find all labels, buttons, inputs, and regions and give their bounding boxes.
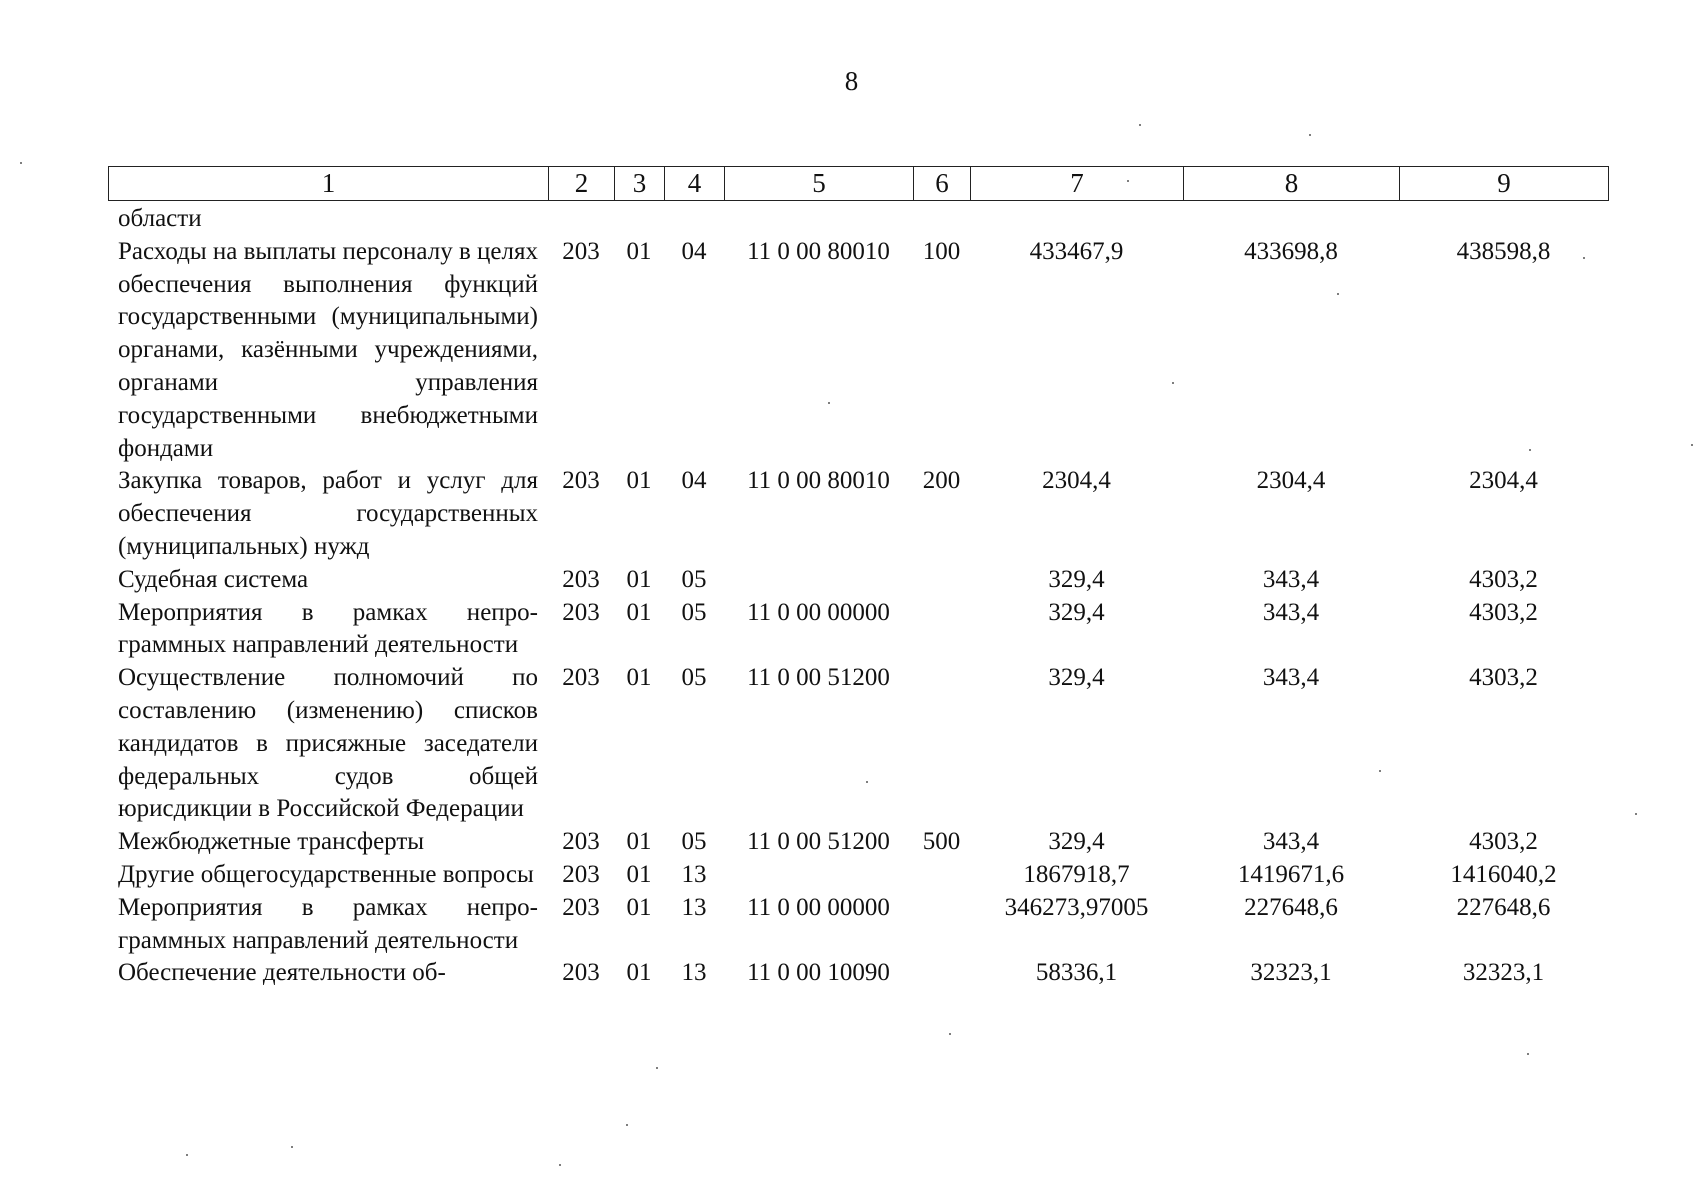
column-header-7: 7 <box>971 167 1184 201</box>
cell-code-5: 11 0 00 80010 <box>747 467 890 495</box>
cell-code-2: 203 <box>562 828 600 856</box>
cell-value-8: 343,4 <box>1262 598 1320 626</box>
cell-value-7: 58336,1 <box>1035 959 1118 987</box>
cell-code-2: 203 <box>562 598 600 626</box>
cell-code-6 <box>913 662 970 826</box>
cell-value-8 <box>1183 203 1399 236</box>
cell-code-4: 13 <box>681 893 707 921</box>
cell-code-2: 203 <box>562 565 600 593</box>
cell-name: Расходы на выплаты персоналу в целях обеспечения выполнения функций государственными (муниципальными) органами, казёнными учреждениями, органами управления государственными внебюджетными фондами <box>118 237 538 462</box>
cell-code-2: 203 <box>562 893 600 921</box>
cell-name: Мероприятия в рамках непрограммных направлений деятельности <box>118 598 538 659</box>
column-header-1: 1 <box>109 167 549 201</box>
cell-code-4: 13 <box>681 959 707 987</box>
scan-speck <box>1139 124 1141 126</box>
table-row <box>108 957 1608 990</box>
scan-speck <box>1527 1053 1529 1055</box>
cell-code-2: 203 <box>562 959 600 987</box>
column-header-3: 3 <box>615 167 665 201</box>
cell-code-4: 04 <box>681 237 707 265</box>
column-header-4: 4 <box>665 167 725 201</box>
cell-value-8: 2304,4 <box>1256 467 1326 495</box>
cell-value-7: 329,4 <box>1048 598 1105 626</box>
cell-code-6 <box>913 597 970 663</box>
scan-speck <box>1635 813 1637 815</box>
scan-speck <box>1583 257 1585 259</box>
cell-code-6: 100 <box>922 237 961 265</box>
column-header-2: 2 <box>549 167 615 201</box>
table-row <box>108 203 1608 236</box>
table-row <box>108 236 1608 466</box>
cell-code-5 <box>724 859 913 892</box>
scan-speck <box>626 1124 628 1126</box>
cell-code-5: 11 0 00 00000 <box>747 893 890 921</box>
scan-speck <box>949 1033 951 1035</box>
cell-code-6: 200 <box>922 467 961 495</box>
cell-name: Мероприятия в рамках непрограммных направлений деятельности <box>118 893 538 954</box>
cell-name: Обеспечение деятельности об- <box>118 959 446 987</box>
cell-value-9: 1416040,2 <box>1450 860 1557 888</box>
cell-code-2: 203 <box>562 467 600 495</box>
cell-code-6: 500 <box>922 828 961 856</box>
cell-value-9: 4303,2 <box>1469 565 1538 593</box>
cell-code-6 <box>913 203 970 236</box>
cell-code-2 <box>548 203 614 236</box>
cell-value-9: 4303,2 <box>1469 598 1538 626</box>
cell-name: Другие общегосударственные вопросы <box>118 860 534 888</box>
cell-code-5: 11 0 00 00000 <box>747 598 890 626</box>
cell-code-3: 01 <box>626 467 652 495</box>
column-header-6: 6 <box>914 167 971 201</box>
scan-speck <box>559 1164 561 1166</box>
table-row <box>108 662 1608 826</box>
cell-code-4: 05 <box>681 598 707 626</box>
cell-value-7: 346273,97005 <box>1004 893 1149 921</box>
cell-value-9: 4303,2 <box>1469 664 1538 692</box>
cell-value-7 <box>970 203 1183 236</box>
scan-speck <box>291 1146 293 1148</box>
cell-code-3 <box>614 203 664 236</box>
cell-code-5 <box>724 203 913 236</box>
table-header <box>108 166 1609 201</box>
cell-code-5: 11 0 00 80010 <box>747 237 890 265</box>
table-row <box>108 892 1608 958</box>
cell-value-7: 329,4 <box>1048 828 1105 856</box>
cell-code-6 <box>913 957 970 990</box>
column-header-9: 9 <box>1400 167 1609 201</box>
cell-code-5: 11 0 00 51200 <box>747 828 890 856</box>
cell-code-4: 05 <box>681 565 707 593</box>
cell-code-2: 203 <box>562 664 600 692</box>
cell-name: Межбюджетные трансферты <box>118 828 425 856</box>
cell-value-7: 1867918,7 <box>1023 860 1130 888</box>
cell-code-3: 01 <box>626 598 652 626</box>
cell-code-3: 01 <box>626 860 652 888</box>
budget-table-body <box>108 203 1608 990</box>
cell-value-9: 4303,2 <box>1469 828 1538 856</box>
scan-speck <box>20 162 22 164</box>
table-row <box>108 465 1608 563</box>
cell-value-8: 1419671,6 <box>1237 860 1345 888</box>
cell-code-5: 11 0 00 10090 <box>747 959 890 987</box>
cell-code-4: 04 <box>681 467 707 495</box>
cell-value-7: 2304,4 <box>1042 467 1111 495</box>
cell-code-2: 203 <box>562 860 600 888</box>
table-row <box>108 826 1608 859</box>
cell-name: Закупка товаров, работ и услуг для обеспечения государственных (муниципальных) нужд <box>118 467 538 560</box>
scan-speck <box>186 1154 188 1156</box>
scan-speck <box>866 781 868 783</box>
cell-code-6 <box>913 892 970 958</box>
cell-value-8: 343,4 <box>1262 664 1320 692</box>
cell-code-4 <box>664 203 724 236</box>
scan-speck <box>1309 134 1311 136</box>
cell-code-3: 01 <box>626 237 652 265</box>
cell-value-7: 329,4 <box>1048 664 1105 692</box>
column-header-5: 5 <box>725 167 914 201</box>
cell-code-3: 01 <box>626 959 652 987</box>
cell-value-8: 343,4 <box>1262 565 1320 593</box>
scan-speck <box>1337 293 1339 295</box>
cell-code-2: 203 <box>562 237 600 265</box>
cell-code-5: 11 0 00 51200 <box>747 664 890 692</box>
cell-value-9 <box>1399 203 1608 236</box>
table-row <box>108 597 1608 663</box>
scan-speck <box>656 1067 658 1069</box>
scan-speck <box>1529 449 1531 451</box>
table-row <box>108 564 1608 597</box>
cell-name: области <box>118 205 202 232</box>
scan-speck <box>1691 444 1693 446</box>
cell-value-7: 329,4 <box>1048 565 1105 593</box>
scan-speck <box>1379 770 1381 772</box>
table-row <box>108 859 1608 892</box>
cell-value-9: 2304,4 <box>1469 467 1538 495</box>
cell-value-9: 438598,8 <box>1456 237 1551 265</box>
cell-code-4: 13 <box>681 860 707 888</box>
table-rows <box>108 203 1608 990</box>
cell-code-4: 05 <box>681 664 707 692</box>
cell-code-5 <box>724 564 913 597</box>
cell-code-3: 01 <box>626 828 652 856</box>
cell-value-7: 433467,9 <box>1029 237 1124 265</box>
scan-speck <box>1172 382 1174 384</box>
cell-code-6 <box>913 859 970 892</box>
cell-value-9: 32323,1 <box>1462 959 1545 987</box>
cell-name: Осуществление полномочий по составлению (изменению) списков кандидатов в присяжные заседатели федеральных судов общей юрисдикции в Российской Федерации <box>118 664 538 823</box>
cell-value-8: 433698,8 <box>1244 237 1338 265</box>
scan-speck <box>1127 180 1129 182</box>
column-header-8: 8 <box>1184 167 1400 201</box>
cell-code-3: 01 <box>626 664 652 692</box>
cell-code-6 <box>913 564 970 597</box>
cell-value-9: 227648,6 <box>1456 893 1551 921</box>
cell-value-8: 32323,1 <box>1250 959 1332 987</box>
cell-code-3: 01 <box>626 893 652 921</box>
page-number: 8 <box>844 66 859 96</box>
cell-value-8: 343,4 <box>1262 828 1320 856</box>
cell-value-8: 227648,6 <box>1244 893 1338 921</box>
cell-code-4: 05 <box>681 828 707 856</box>
cell-code-3: 01 <box>626 565 652 593</box>
scan-speck <box>828 402 830 404</box>
cell-name: Судебная система <box>118 565 309 593</box>
